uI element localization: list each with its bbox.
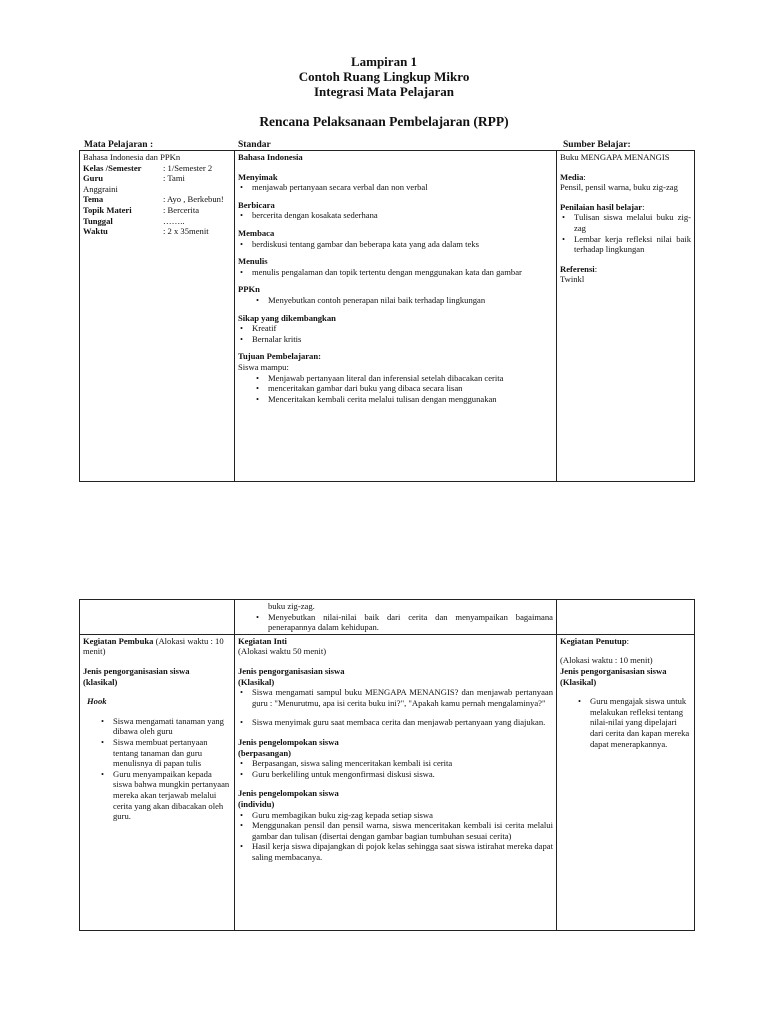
media-label: Media <box>560 171 584 182</box>
list-item: • Hasil kerja siswa dipajangkan di pojok kelas sehingga saat siswa istirahat mereka dapat saling membacanya. <box>238 841 553 862</box>
list-item: • menceritakan gambar dari buku yang dibaca secara lisan <box>238 383 553 394</box>
list-item: • Siswa mengamati tanaman yang dibawa oleh guru <box>83 716 231 737</box>
pembuka-jenis-value: (klasikal) <box>83 676 118 687</box>
rpp-title: Rencana Pelaksanaan Pembelajaran (RPP) <box>259 114 509 129</box>
guru-row: Guru : Tami <box>83 173 185 184</box>
pembuka-jenis: Jenis pengorganisasian siswa <box>83 665 190 676</box>
kegiatan-penutup-cell: Kegiatan Penutup: (Alokasi waktu : 10 menit) Jenis pengorganisasian siswa (Klasikal) • Guru mengajak siswa untuk melakukan refleksi tentang nilai-nilai yang dipelajari dari cerita dan kapan mereka dapat menerapkannya. <box>557 634 695 930</box>
list-item: • berdiskusi tentang gambar dan beberapa kata yang ada dalam teks <box>238 239 553 250</box>
inti-jenis1: Jenis pengorganisasian siswa <box>238 665 345 676</box>
hook-label: Hook <box>87 696 107 707</box>
tujuan-heading: Tujuan Pembelajaran: <box>238 351 321 362</box>
list-item: • Kreatif <box>238 323 553 334</box>
continuation-cell <box>235 600 557 635</box>
list-item: • Menceritakan kembali cerita melalui tulisan dengan menggunakan <box>238 394 553 405</box>
waktu-row: Waktu : 2 x 35menit <box>83 226 209 237</box>
penutup-jenis-value: (Klasikal) <box>560 676 597 687</box>
tema-row: Tema : Ayo , Berkebun! <box>83 194 224 205</box>
list-item: • bercerita dengan kosakata sederhana <box>238 210 553 221</box>
list-item: • Menyebutkan contoh penerapan nilai baik terhadap lingkungan <box>238 295 553 306</box>
inti-jenis2: Jenis pengelompokan siswa <box>238 736 339 747</box>
column-header-sumber: Sumber Belajar: <box>563 140 631 150</box>
list-item: • Guru membagikan buku zig-zag kepada setiap siswa <box>238 810 553 821</box>
referensi-label: Referensi <box>560 263 595 274</box>
standar-cell <box>235 151 557 482</box>
inti-jenis3: Jenis pengelompokan siswa <box>238 788 339 799</box>
list-item: • Berpasangan, siswa saling menceritakan kembali isi cerita <box>238 758 553 769</box>
list-item: • Lembar kerja refleksi nilai baik terhadap lingkungan <box>560 234 691 255</box>
subjects-text: Bahasa Indonesia dan PPKn <box>83 152 181 162</box>
media-value: Pensil, pensil warna, buku zig-zag <box>560 182 678 193</box>
tanggal-row: Tunggal …….. <box>83 215 185 226</box>
document-title-block <box>0 54 768 99</box>
list-item: • menjawab pertanyaan secara verbal dan non verbal <box>238 182 553 193</box>
subtitle-integrasi: Integrasi Mata Pelajaran <box>313 84 455 99</box>
list-item: • Siswa mengamati sampul buku MENGAPA MENANGIS? dan menjawab pertanyaan guru : "Menurutmu, apa isi cerita buku ini?", "Apakah kamu pernah mengalaminya?" <box>238 687 553 708</box>
sumber-cell: Buku MENGAPA MENANGIS Media: Pensil, pensil warna, buku zig-zag Penilaian hasil belajar: • Tulisan siswa melalui buku zig-zag • Lembar kerja refleksi nilai baik terhadap lingkungan Referensi: Twinkl <box>557 151 695 482</box>
menulis-heading: Menulis <box>238 256 268 267</box>
lampiran-title: Lampiran 1 <box>350 54 418 69</box>
list-item: • menulis pengalaman dan topik tertentu dengan menggunakan kata dan gambar <box>238 267 553 278</box>
inti-jenis1-value: (Klasikal) <box>238 676 275 687</box>
empty-cell <box>80 600 235 635</box>
list-item: • Menyebutkan nilai-nilai baik dari cerita dan menyampaikan bagaimana penerapannya dalam kehidupan. <box>238 612 553 633</box>
berbicara-heading: Berbicara <box>238 199 275 210</box>
info-cell <box>80 151 235 482</box>
pembuka-heading: Kegiatan Pembuka <box>83 635 154 646</box>
kegiatan-inti-cell <box>235 634 557 930</box>
list-item: • Guru berkeliling untuk mengonfirmasi diskusi siswa. <box>238 769 553 780</box>
penilaian-label: Penilaian hasil belajar <box>560 201 643 212</box>
list-item: • Siswa membuat pertanyaan tentang tanaman dan guru menulisnya di papan tulis <box>83 737 231 769</box>
list-item: • Guru mengajak siswa untuk melakukan refleksi tentang nilai-nilai yang dipelajari dari cerita dan kapan mereka dapat menerapkannya. <box>560 696 691 749</box>
tujuan-intro: Siswa mampu: <box>238 361 289 372</box>
subtitle-ruang-lingkup: Contoh Ruang Lingkup Mikro <box>298 69 470 84</box>
penutup-heading: Kegiatan Penutup <box>560 635 627 646</box>
list-item: • Bernalar kritis <box>238 334 553 345</box>
menyimak-heading: Menyimak <box>238 171 278 182</box>
list-item: • Guru menyampaikan kepada siswa bahwa mungkin pertanyaan mereka akan terjawab melalui cerita yang akan dibacakan oleh guru. <box>83 769 231 822</box>
kegiatan-pembuka-cell <box>80 634 235 930</box>
penutup-alokasi: (Alokasi waktu : 10 menit) <box>560 655 653 666</box>
penutup-jenis: Jenis pengorganisasian siswa <box>560 665 667 676</box>
buku-text: Buku MENGAPA MENANGIS <box>560 152 670 162</box>
list-item: • Menggunakan pensil dan pensil warna, siswa menceritakan kembali isi cerita melalui gambar dan tulisan (disertai dengan gambar bagian tumbuhan sesuai cerita) <box>238 820 553 841</box>
ppkn-heading: PPKn <box>238 284 260 295</box>
list-item: • Menjawab pertanyaan literal dan inferensial setelah dibacakan cerita <box>238 373 553 384</box>
pembuka-alokasi: (Alokasi waktu : 10 menit) <box>83 635 224 657</box>
rpp-table-page2 <box>79 599 695 931</box>
inti-jenis2-value: (berpasangan) <box>238 747 292 758</box>
referensi-value: Twinkl <box>560 274 585 285</box>
continuation-line: buku zig-zag. <box>268 601 315 611</box>
kelas-row: Kelas /Semester : 1/Semester 2 <box>83 162 213 173</box>
inti-alokasi: (Alokasi waktu 50 menit) <box>238 646 327 657</box>
bi-heading: Bahasa Indonesia <box>238 152 303 162</box>
inti-heading: Kegiatan Inti <box>238 635 287 646</box>
rpp-table-page1 <box>79 150 695 482</box>
sikap-heading: Sikap yang dikembangkan <box>238 312 336 323</box>
column-header-standar: Standar <box>238 140 271 150</box>
membaca-heading: Membaca <box>238 227 275 238</box>
list-item: • Tulisan siswa melalui buku zig-zag <box>560 212 691 233</box>
list-item: • Siswa menyimak guru saat membaca cerita dan menjawab pertanyaan yang diajukan. <box>238 717 553 728</box>
empty-cell <box>557 600 695 635</box>
guru-name-cont: Anggraini <box>83 183 118 194</box>
topik-row: Topik Materi : Bercerita <box>83 204 200 215</box>
inti-jenis3-value: (individu) <box>238 798 275 809</box>
column-header-mata-pelajaran: Mata Pelajaran : <box>84 140 154 150</box>
